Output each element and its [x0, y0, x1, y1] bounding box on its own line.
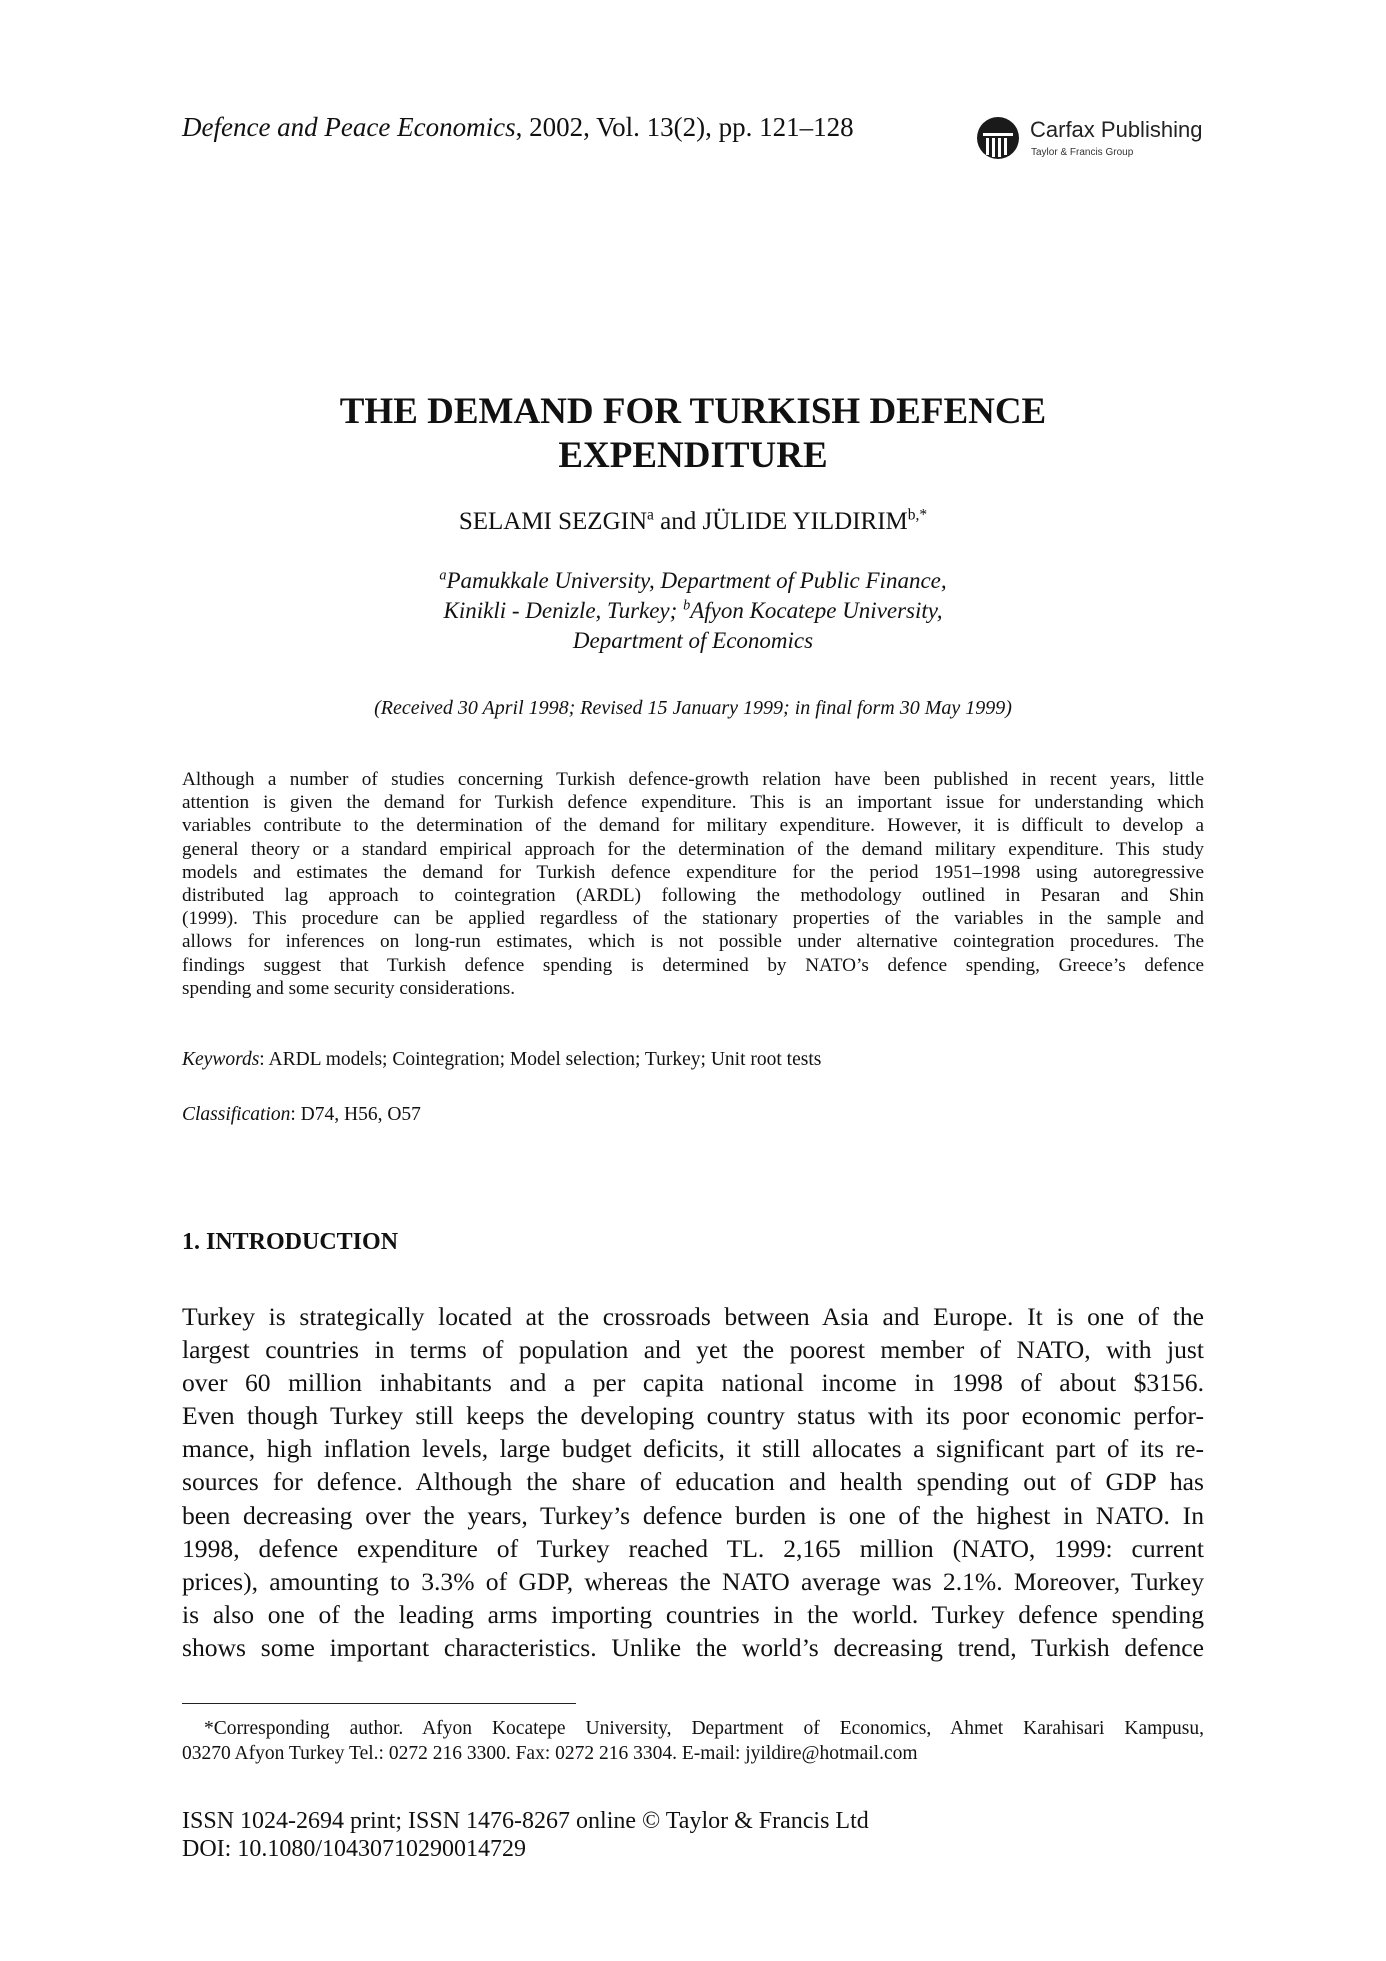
introduction-body	[182, 1300, 1204, 1664]
title-line-1: THE DEMAND FOR TURKISH DEFENCE	[339, 391, 1047, 432]
body-line: prices), amounting to 3.3% of GDP, whereas the NATO average was 2.1%. Moreover, Turkey	[182, 1566, 1204, 1596]
body-line: been decreasing over the years, Turkey’s defence burden is one of the highest in NATO. In	[182, 1500, 1204, 1530]
abstract	[182, 768, 1204, 1000]
abstract-line: spending and some security considerations.	[182, 977, 516, 999]
keywords-text: : ARDL models; Cointegration; Model selection; Turkey; Unit root tests	[259, 1049, 822, 1070]
body-line: Even though Turkey still keeps the developing country status with its poor economic perfor-	[182, 1401, 1204, 1431]
affiliation-line-2	[182, 596, 1204, 626]
affiliation-line-1	[182, 566, 1204, 596]
corresponding-author-footnote	[182, 1716, 1204, 1766]
classification	[182, 1104, 421, 1126]
body-line: mance, high inflation levels, large budget deficits, it still allocates a significant part of its re-	[182, 1434, 1204, 1464]
body-line: shows some important characteristics. Unlike the world’s decreasing trend, Turkish defence	[182, 1632, 1204, 1662]
keywords-label: Keywords	[182, 1049, 260, 1070]
paper-title	[182, 390, 1204, 478]
body-line: Turkey is strategically located at the crossroads between Asia and Europe. It is one of the	[182, 1302, 1204, 1331]
affiliation-mark-b: b	[683, 597, 691, 614]
classification-label: Classification	[182, 1104, 291, 1125]
publisher-logo	[975, 115, 1205, 165]
carfax-logo-icon	[975, 115, 1021, 161]
affiliation-a-text: Pamukkale University, Department of Public Finance,	[446, 568, 947, 593]
doi-line: DOI: 10.1080/10430710290014729	[182, 1836, 526, 1862]
abstract-line: models and estimates the demand for Turkish defence expenditure for the period 1951–1998 using autoregressive	[182, 861, 1204, 883]
keywords	[182, 1049, 821, 1071]
footnote-divider	[182, 1703, 576, 1704]
abstract-line: Although a number of studies concerning Turkish defence-growth relation have been published in recent years, little	[182, 769, 1204, 790]
body-line: largest countries in terms of population and yet the poorest member of NATO, with just	[182, 1335, 1204, 1365]
footnote-line-2: 03270 Afyon Turkey Tel.: 0272 216 3300. Fax: 0272 216 3304. E-mail: jyildire@hotmail.com	[182, 1743, 918, 1764]
footnote-line-1: *Corresponding author. Afyon Kocatepe University, Department of Economics, Ahmet Karahisari Kampusu,	[204, 1718, 1204, 1739]
author-2-affiliation-mark: b,*	[907, 506, 928, 524]
journal-name: Defence and Peace Economics	[182, 112, 516, 142]
author-conjunction: and	[653, 508, 703, 535]
abstract-line: findings suggest that Turkish defence spending is determined by NATO’s defence spending, Greece’s defence	[182, 954, 1204, 976]
journal-citation	[182, 112, 854, 143]
author-2: JÜLIDE YILDIRIM	[702, 508, 908, 535]
abstract-line: variables contribute to the determination of the demand for military expenditure. However, it is difficult to develop a	[182, 815, 1204, 837]
title-line-2: EXPENDITURE	[558, 435, 828, 476]
section-heading-introduction: 1. INTRODUCTION	[182, 1229, 399, 1255]
body-line: sources for defence. Although the share of education and health spending out of GDP has	[182, 1467, 1204, 1497]
author-1: SELAMI SEZGIN	[458, 508, 647, 535]
body-line: 1998, defence expenditure of Turkey reached TL. 2,165 million (NATO, 1999: current	[182, 1533, 1204, 1563]
issn-doi-block	[182, 1807, 869, 1863]
affiliations	[182, 566, 1204, 656]
abstract-line: allows for inferences on long-run estimates, which is not possible under alternative cointegration procedures. The	[182, 931, 1204, 953]
publisher-group: Taylor & Francis Group	[1031, 147, 1134, 158]
affiliation-b-text: Afyon Kocatepe University,	[690, 598, 943, 623]
affiliation-a-location: Kinikli - Denizle, Turkey;	[443, 598, 684, 623]
author-1-affiliation-mark: a	[647, 506, 654, 524]
body-line: is also one of the leading arms importing countries in the world. Turkey defence spending	[182, 1599, 1204, 1629]
abstract-line: general theory or a standard empirical approach for the determination of the demand military expenditure. This study	[182, 838, 1204, 860]
journal-details: , 2002, Vol. 13(2), pp. 121–128	[515, 112, 854, 142]
classification-text: : D74, H56, O57	[290, 1104, 421, 1125]
abstract-line: distributed lag approach to cointegration (ARDL) following the methodology outlined in Pesaran and Shin	[182, 885, 1204, 907]
abstract-line: attention is given the demand for Turkish defence expenditure. This is an important issue for understanding which	[182, 792, 1204, 814]
abstract-line: (1999). This procedure can be applied regardless of the stationary properties of the variables in the sample and	[182, 908, 1204, 930]
affiliation-line-3: Department of Economics	[572, 628, 814, 653]
affiliation-mark-a: a	[439, 567, 447, 584]
body-line: over 60 million inhabitants and a per capita national income in 1998 of about $3156.	[182, 1368, 1204, 1398]
received-dates: (Received 30 April 1998; Revised 15 January 1999; in final form 30 May 1999)	[374, 697, 1012, 719]
publisher-name: Carfax Publishing	[1030, 117, 1203, 142]
author-list	[182, 508, 1204, 536]
issn-line: ISSN 1024-2694 print; ISSN 1476-8267 online © Taylor & Francis Ltd	[182, 1808, 869, 1834]
